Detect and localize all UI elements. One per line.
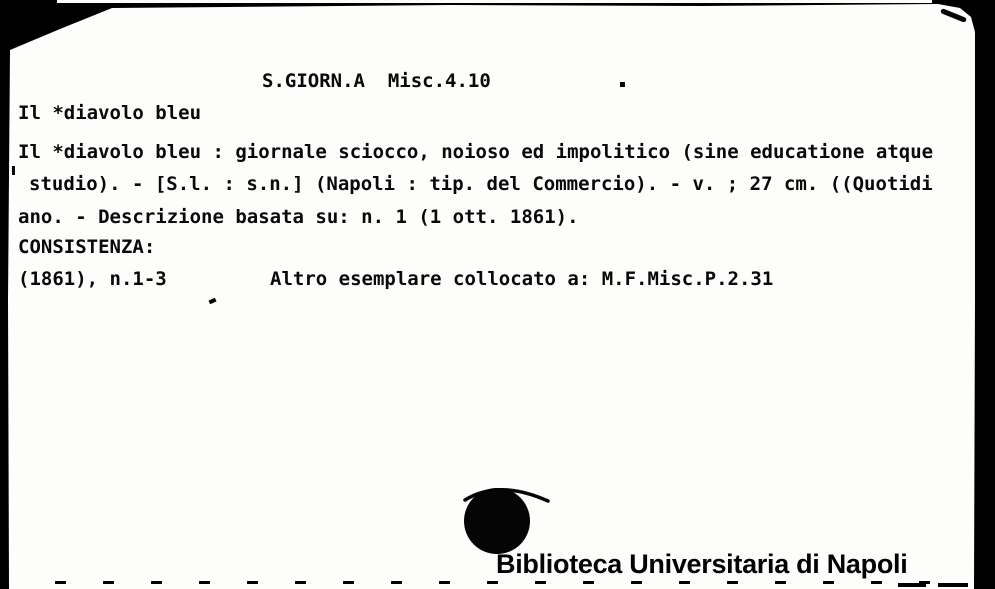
scan-top-paper-sliver: [57, 0, 932, 3]
description-line-1: Il *diavolo bleu : giornale sciocco, noioso ed impolitico (sine educatione atque: [18, 141, 934, 163]
consistenza-label: CONSISTENZA:: [18, 236, 156, 258]
description-line-2: studio). - [S.l. : s.n.] (Napoli : tip. del Commercio). - v. ; 27 cm. ((Quotidi: [29, 173, 933, 195]
scan-bottom-seam: [55, 581, 967, 584]
holdings-note: Altro esemplare collocato a: M.F.Misc.P.2.31: [270, 268, 774, 290]
shelfmark-line: S.GIORN.A Misc.4.10: [262, 70, 491, 92]
title-heading: Il *diavolo bleu: [18, 102, 202, 124]
ink-speck: [12, 166, 15, 175]
description-line-3: ano. - Descrizione basata su: n. 1 (1 ott. 1861).: [18, 206, 579, 228]
library-stamp-text: Biblioteca Universitaria di Napoli: [496, 549, 908, 579]
scan-bottom-seam-dash: [898, 583, 926, 587]
scan-bottom-seam-dash: [938, 583, 968, 587]
ink-speck: [620, 82, 625, 87]
holdings-range: (1861), n.1-3: [18, 268, 167, 290]
